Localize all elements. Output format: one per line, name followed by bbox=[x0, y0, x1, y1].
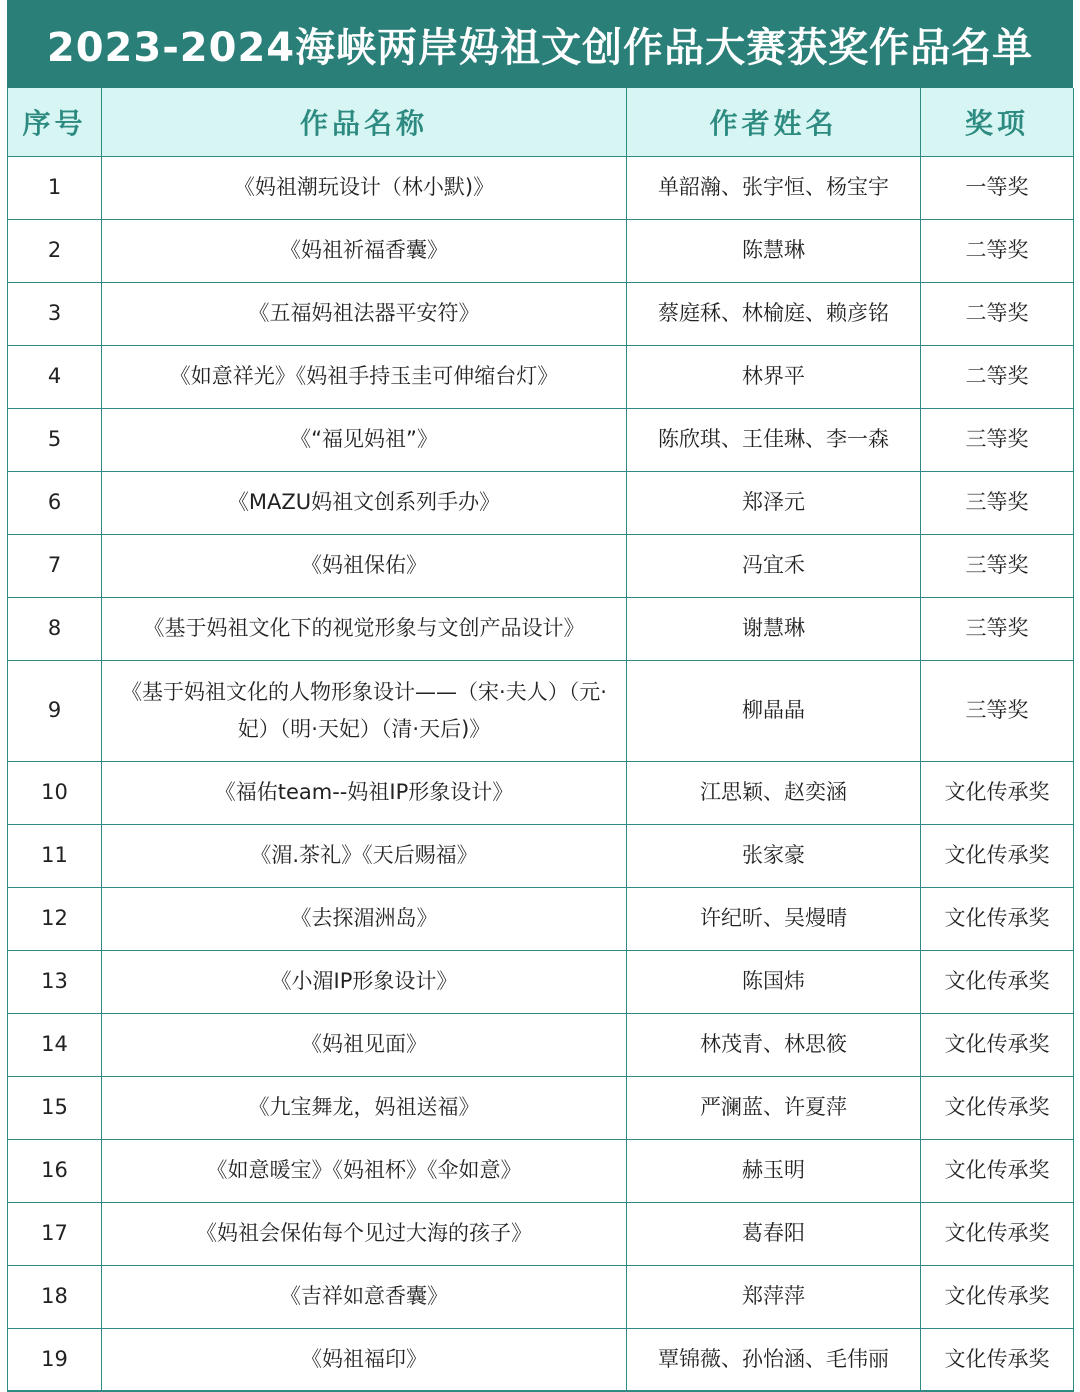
cell-work-name: 《妈祖见面》 bbox=[102, 1013, 627, 1076]
cell-no: 11 bbox=[8, 824, 102, 887]
cell-award: 文化传承奖 bbox=[921, 1265, 1074, 1328]
cell-work-name: 《妈祖潮玩设计（林小默)》 bbox=[102, 156, 627, 219]
cell-author-name: 谢慧琳 bbox=[627, 597, 921, 660]
table-row bbox=[8, 408, 1074, 471]
table-row bbox=[8, 597, 1074, 660]
cell-work-name: 《如意暖宝》《妈祖杯》《伞如意》 bbox=[102, 1139, 627, 1202]
header-award: 奖项 bbox=[921, 88, 1074, 156]
cell-author-name: 严澜蓝、许夏萍 bbox=[627, 1076, 921, 1139]
table-row bbox=[8, 282, 1074, 345]
table-row bbox=[8, 887, 1074, 950]
cell-no: 15 bbox=[8, 1076, 102, 1139]
table-body bbox=[8, 156, 1074, 1391]
cell-no: 1 bbox=[8, 156, 102, 219]
header-no: 序号 bbox=[8, 88, 102, 156]
cell-no: 8 bbox=[8, 597, 102, 660]
cell-work-name: 《MAZU妈祖文创系列手办》 bbox=[102, 471, 627, 534]
cell-work-name: 《五福妈祖法器平安符》 bbox=[102, 282, 627, 345]
cell-work-name: 《湄.茶礼》《天后赐福》 bbox=[102, 824, 627, 887]
cell-award: 文化传承奖 bbox=[921, 1013, 1074, 1076]
cell-award: 文化传承奖 bbox=[921, 887, 1074, 950]
cell-author-name: 陈国炜 bbox=[627, 950, 921, 1013]
table-row bbox=[8, 950, 1074, 1013]
cell-work-name: 《妈祖保佑》 bbox=[102, 534, 627, 597]
cell-author-name: 单韶瀚、张宇恒、杨宝宇 bbox=[627, 156, 921, 219]
cell-no: 19 bbox=[8, 1328, 102, 1391]
cell-author-name: 许纪昕、吴熳晴 bbox=[627, 887, 921, 950]
cell-work-name: 《九宝舞龙，妈祖送福》 bbox=[102, 1076, 627, 1139]
cell-author-name: 林界平 bbox=[627, 345, 921, 408]
cell-author-name: 郑泽元 bbox=[627, 471, 921, 534]
header-row bbox=[8, 88, 1074, 156]
cell-author-name: 陈慧琳 bbox=[627, 219, 921, 282]
cell-work-name: 《妈祖祈福香囊》 bbox=[102, 219, 627, 282]
table-row bbox=[8, 345, 1074, 408]
cell-no: 17 bbox=[8, 1202, 102, 1265]
cell-no: 12 bbox=[8, 887, 102, 950]
cell-award: 文化传承奖 bbox=[921, 761, 1074, 824]
cell-no: 4 bbox=[8, 345, 102, 408]
cell-no: 10 bbox=[8, 761, 102, 824]
cell-award: 文化传承奖 bbox=[921, 1139, 1074, 1202]
cell-award: 文化传承奖 bbox=[921, 1202, 1074, 1265]
table-row bbox=[8, 1265, 1074, 1328]
cell-no: 14 bbox=[8, 1013, 102, 1076]
table-row bbox=[8, 1202, 1074, 1265]
cell-author-name: 赫玉明 bbox=[627, 1139, 921, 1202]
cell-work-name: 《福佑team--妈祖IP形象设计》 bbox=[102, 761, 627, 824]
cell-award: 三等奖 bbox=[921, 660, 1074, 761]
cell-work-name: 《小湄IP形象设计》 bbox=[102, 950, 627, 1013]
cell-work-name: 《吉祥如意香囊》 bbox=[102, 1265, 627, 1328]
cell-work-name: 《妈祖会保佑每个见过大海的孩子》 bbox=[102, 1202, 627, 1265]
cell-award: 文化传承奖 bbox=[921, 824, 1074, 887]
table-row bbox=[8, 660, 1074, 761]
table-row bbox=[8, 1139, 1074, 1202]
cell-award: 三等奖 bbox=[921, 534, 1074, 597]
cell-no: 9 bbox=[8, 660, 102, 761]
cell-author-name: 冯宜禾 bbox=[627, 534, 921, 597]
table-row bbox=[8, 761, 1074, 824]
cell-work-name: 《妈祖福印》 bbox=[102, 1328, 627, 1391]
cell-work-name: 《“福见妈祖”》 bbox=[102, 408, 627, 471]
cell-author-name: 柳晶晶 bbox=[627, 660, 921, 761]
cell-award: 二等奖 bbox=[921, 282, 1074, 345]
cell-work-name: 《去探湄洲岛》 bbox=[102, 887, 627, 950]
table-row bbox=[8, 824, 1074, 887]
cell-work-name: 《基于妈祖文化下的视觉形象与文创产品设计》 bbox=[102, 597, 627, 660]
cell-author-name: 郑萍萍 bbox=[627, 1265, 921, 1328]
table-row bbox=[8, 534, 1074, 597]
cell-award: 三等奖 bbox=[921, 471, 1074, 534]
cell-no: 18 bbox=[8, 1265, 102, 1328]
cell-author-name: 覃锦薇、孙怡涵、毛伟丽 bbox=[627, 1328, 921, 1391]
table-row bbox=[8, 1328, 1074, 1391]
cell-author-name: 陈欣琪、王佳琳、李一森 bbox=[627, 408, 921, 471]
cell-no: 5 bbox=[8, 408, 102, 471]
cell-no: 13 bbox=[8, 950, 102, 1013]
cell-award: 文化传承奖 bbox=[921, 950, 1074, 1013]
cell-no: 7 bbox=[8, 534, 102, 597]
header-author-name: 作者姓名 bbox=[627, 88, 921, 156]
table-row bbox=[8, 219, 1074, 282]
cell-author-name: 林茂青、林思筱 bbox=[627, 1013, 921, 1076]
cell-award: 二等奖 bbox=[921, 345, 1074, 408]
table-row bbox=[8, 1076, 1074, 1139]
cell-award: 二等奖 bbox=[921, 219, 1074, 282]
table-row bbox=[8, 156, 1074, 219]
table-row bbox=[8, 1013, 1074, 1076]
cell-award: 一等奖 bbox=[921, 156, 1074, 219]
table-header bbox=[8, 88, 1074, 156]
cell-author-name: 张家豪 bbox=[627, 824, 921, 887]
table-row bbox=[8, 471, 1074, 534]
cell-no: 6 bbox=[8, 471, 102, 534]
cell-no: 16 bbox=[8, 1139, 102, 1202]
page-title: 2023-2024海峡两岸妈祖文创作品大赛获奖作品名单 bbox=[7, 0, 1073, 88]
cell-work-name: 《基于妈祖文化的人物形象设计——（宋·夫人）（元·妃）（明·天妃）（清·天后)》 bbox=[102, 660, 627, 761]
cell-author-name: 葛春阳 bbox=[627, 1202, 921, 1265]
cell-no: 2 bbox=[8, 219, 102, 282]
cell-author-name: 蔡庭秝、林榆庭、赖彦铭 bbox=[627, 282, 921, 345]
cell-award: 文化传承奖 bbox=[921, 1076, 1074, 1139]
cell-author-name: 江思颖、赵奕涵 bbox=[627, 761, 921, 824]
cell-award: 三等奖 bbox=[921, 597, 1074, 660]
cell-work-name: 《如意祥光》《妈祖手持玉圭可伸缩台灯》 bbox=[102, 345, 627, 408]
award-table bbox=[7, 88, 1074, 1392]
header-work-name: 作品名称 bbox=[102, 88, 627, 156]
cell-award: 文化传承奖 bbox=[921, 1328, 1074, 1391]
cell-no: 3 bbox=[8, 282, 102, 345]
cell-award: 三等奖 bbox=[921, 408, 1074, 471]
